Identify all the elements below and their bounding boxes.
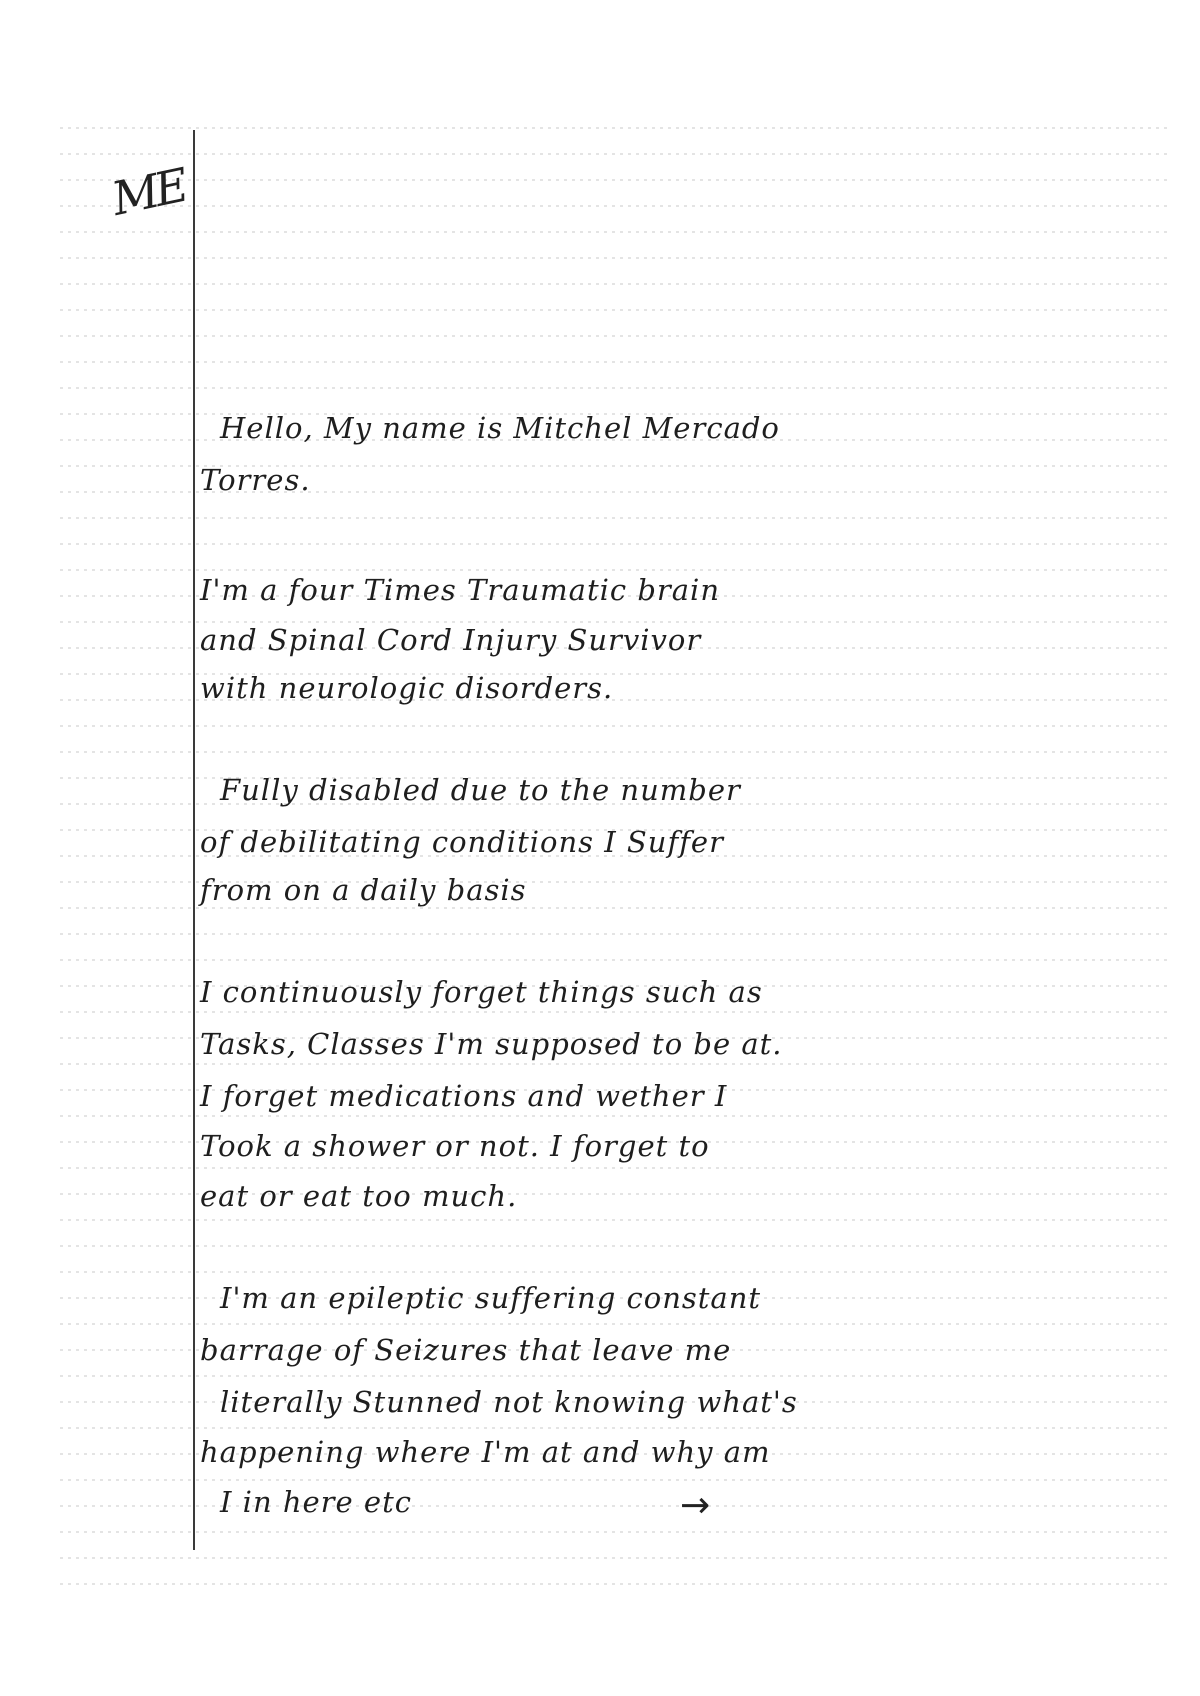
- letter-line: Fully disabled due to the number: [220, 773, 741, 807]
- letter-line: I continuously forget things such as: [200, 975, 763, 1009]
- letter-line: from on a daily basis: [200, 873, 527, 907]
- letter-line: and Spinal Cord Injury Survivor: [200, 623, 702, 657]
- page-initials: ME: [107, 158, 190, 226]
- letter-line: with neurologic disorders.: [200, 671, 614, 705]
- continue-arrow-icon: →: [680, 1485, 711, 1526]
- letter-line: I'm an epileptic suffering constant: [220, 1281, 762, 1315]
- letter-line: I in here etc: [220, 1485, 412, 1519]
- letter-line: Hello, My name is Mitchel Mercado: [220, 411, 780, 445]
- margin-line: [193, 130, 195, 1550]
- letter-line: Took a shower or not. I forget to: [200, 1129, 710, 1163]
- letter-line: barrage of Seizures that leave me: [200, 1333, 732, 1367]
- letter-line: Torres.: [200, 463, 311, 497]
- letter-line: literally Stunned not knowing what's: [220, 1385, 798, 1419]
- letter-line: eat or eat too much.: [200, 1179, 518, 1213]
- letter-line: of debilitating conditions I Suffer: [200, 825, 724, 859]
- letter-line: happening where I'm at and why am: [200, 1435, 771, 1469]
- letter-line: Tasks, Classes I'm supposed to be at.: [200, 1027, 783, 1061]
- letter-line: I forget medications and wether I: [200, 1079, 728, 1113]
- letter-line: I'm a four Times Traumatic brain: [200, 573, 721, 607]
